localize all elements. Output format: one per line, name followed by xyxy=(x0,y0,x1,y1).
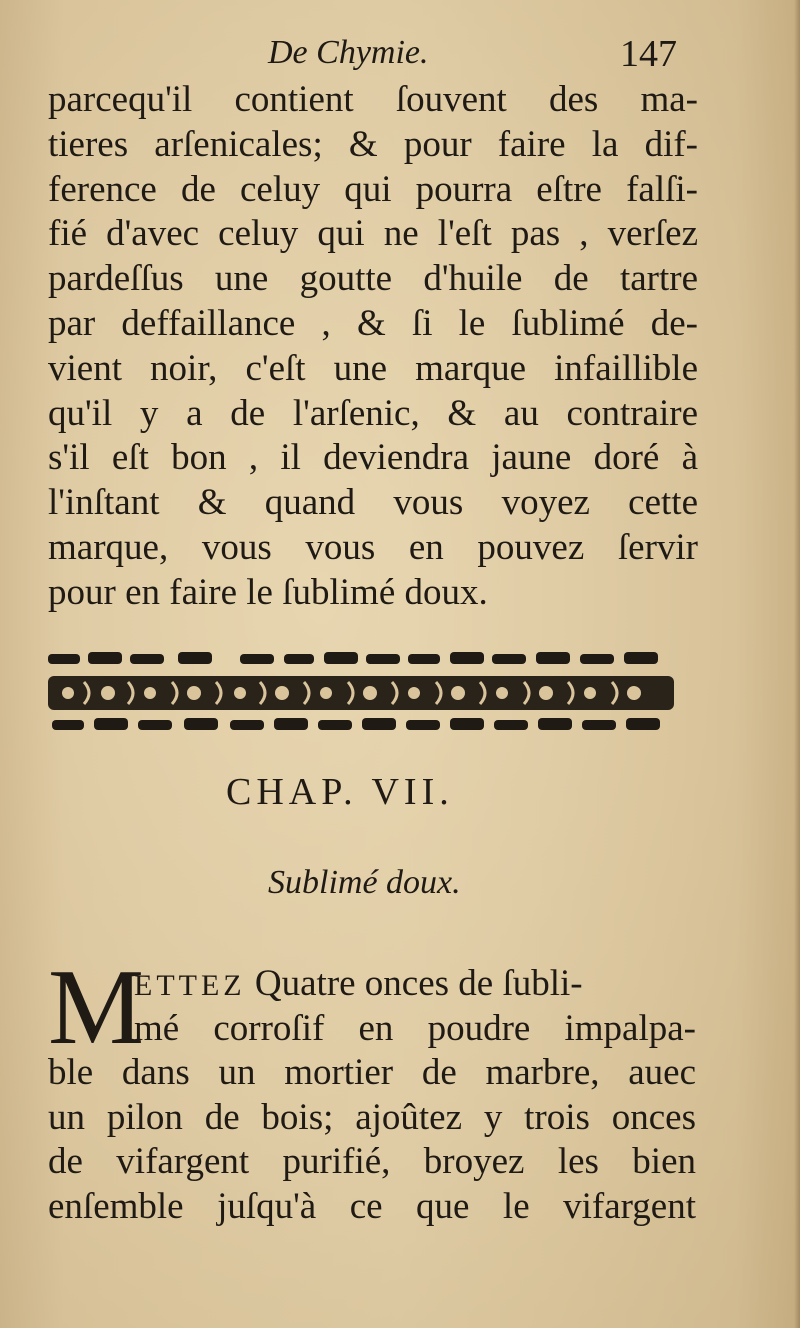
page-edge-shadow xyxy=(794,0,800,1328)
smallcaps-word: ETTEZ xyxy=(134,969,246,1002)
text-line: un pilon de bois; ajoûtez y trois onces xyxy=(48,1096,696,1138)
text-line: de vifargent purifié, broyez les bien xyxy=(48,1141,696,1182)
text-line: l'inſtant & quand vous voyez cette xyxy=(48,482,698,524)
text-line: pardeſſus une goutte d'huile de tartre xyxy=(48,258,698,300)
text-line: parcequ'il contient ſouvent des ma- xyxy=(48,79,698,120)
text-line: s'il eſt bon , il deviendra jaune doré à xyxy=(48,437,698,479)
text-line: fié d'avec celuy qui ne l'eſt pas , verſez xyxy=(48,213,698,255)
running-title: De Chymie. xyxy=(268,34,429,71)
text-line: tieres arſenicales; & pour faire la dif- xyxy=(48,123,698,165)
printers-ornament-icon xyxy=(44,638,684,746)
text-line: vient noir, c'eſt une marque infaillible xyxy=(48,347,698,389)
text-line: ference de celuy qui pourra eſtre falſi- xyxy=(48,168,698,210)
paragraph-1 xyxy=(48,78,698,616)
text-line: marque, vous vous en pouvez ſervir xyxy=(48,526,698,568)
chapter-subtitle: Sublimé doux. xyxy=(268,864,461,901)
chapter-heading: CHAP. VII. xyxy=(226,771,454,813)
drop-cap: M xyxy=(48,948,145,1067)
text-line: qu'il y a de l'arſenic, & au contraire xyxy=(48,392,698,434)
text-line: mé corroſif en poudre impalpa- xyxy=(134,1007,696,1049)
paragraph-2 xyxy=(48,948,696,1229)
text-line: ble dans un mortier de marbre, auec xyxy=(48,1052,696,1093)
text-line: enſemble juſqu'à ce que le vifargent xyxy=(48,1185,696,1227)
text-line: pour en faire le ſublimé doux. xyxy=(48,571,488,613)
text-line xyxy=(48,962,696,1007)
page-header xyxy=(0,30,800,80)
text-span: Quatre onces de ſubli- xyxy=(254,963,583,1004)
text-line: par deffaillance , & ſi le ſublimé de- xyxy=(48,302,698,344)
page-number: 147 xyxy=(620,33,677,75)
